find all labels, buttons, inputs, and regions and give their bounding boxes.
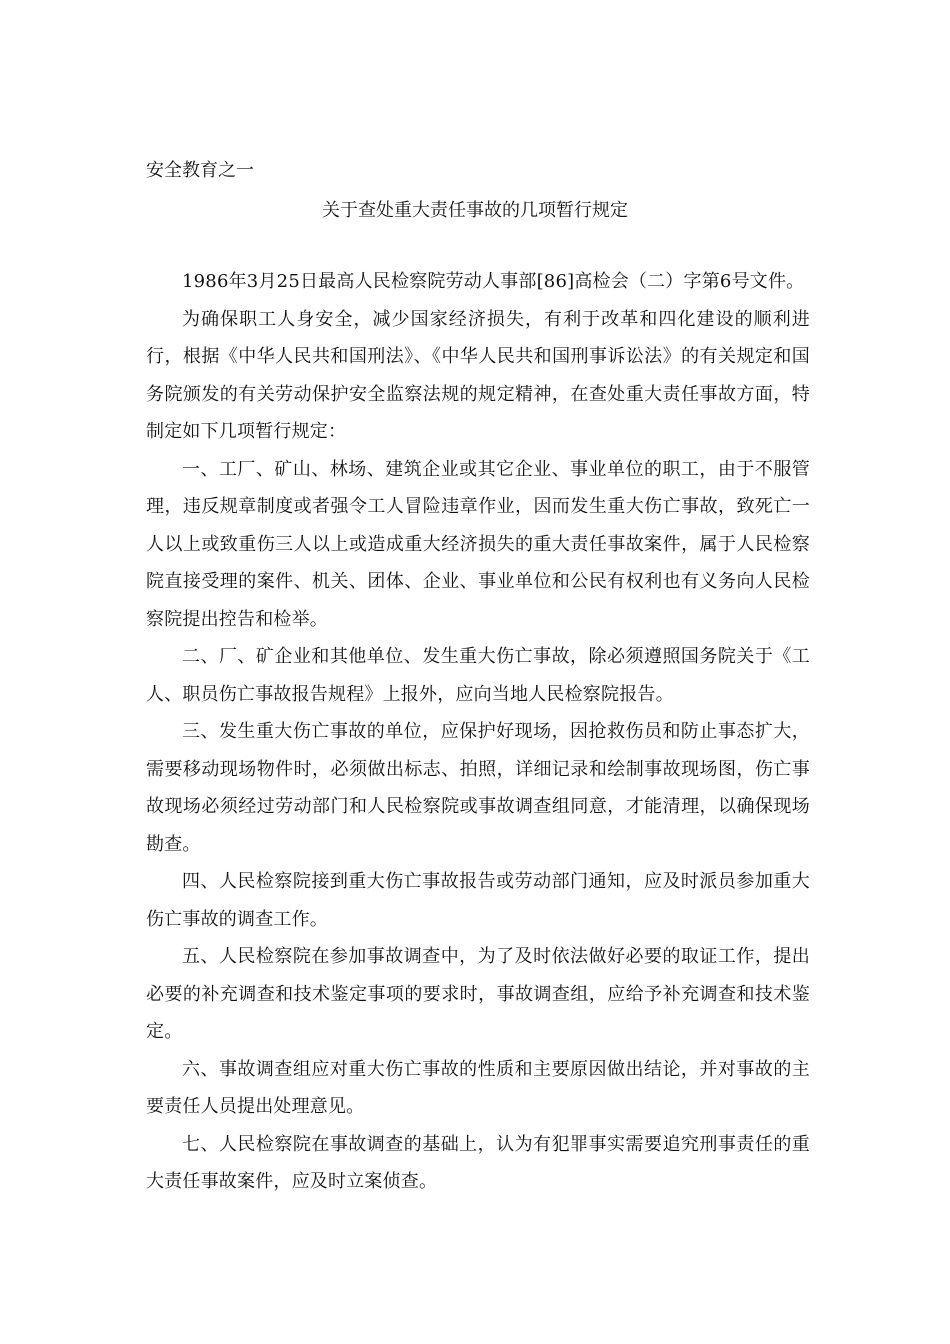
series-label: 安全教育之一 bbox=[146, 160, 254, 181]
provision-5-paragraph: 五、人民检察院在参加事故调查中，为了及时依法做好必要的取证工作，提出必要的补充调查和技术鉴定事项的要求时，事故调查组，应给予补充调查和技术鉴定。 bbox=[146, 946, 810, 1042]
provision-2-paragraph: 二、厂、矿企业和其他单位、发生重大伤亡事故，除必须遵照国务院关于《工人、职员伤亡事故报告规程》上报外，应向当地人民检察院报告。 bbox=[146, 646, 810, 705]
document-reference-paragraph: 1986年3月25日最高人民检察院劳动人事部[86]高检会（二）字第6号文件。 bbox=[182, 271, 805, 292]
provision-1-paragraph: 一、工厂、矿山、林场、建筑企业或其它企业、事业单位的职工，由于不服管理，违反规章制度或者强令工人冒险违章作业，因而发生重大伤亡事故，致死亡一人以上或致重伤三人以上或造成重大经济损失的重大责任事故案件，属于人民检察院直接受理的案件、机关、团体、企业、事业单位和公民有权利也有义务向人民检察院提出控告和检举。 bbox=[146, 458, 810, 630]
preamble-paragraph: 为确保职工人身安全，减少国家经济损失，有利于改革和四化建设的顺利进行，根据《中华人民共和国刑法》、《中华人民共和国刑事诉讼法》的有关规定和国务院颁发的有关劳动保护安全监察法规的规定精神，在查处重大责任事故方面，特制定如下几项暂行规定： bbox=[146, 308, 810, 442]
document-title: 关于查处重大责任事故的几项暂行规定 bbox=[322, 200, 628, 221]
provision-4-paragraph: 四、人民检察院接到重大伤亡事故报告或劳动部门通知，应及时派员参加重大伤亡事故的调查工作。 bbox=[146, 871, 810, 930]
document-body bbox=[146, 263, 810, 1201]
provision-6-paragraph: 六、事故调查组应对重大伤亡事故的性质和主要原因做出结论，并对事故的主要责任人员提出处理意见。 bbox=[146, 1058, 810, 1117]
provision-3-paragraph: 三、发生重大伤亡事故的单位，应保护好现场，因抢救伤员和防止事态扩大，需要移动现场物件时，必须做出标志、拍照，详细记录和绘制事故现场图，伤亡事故现场必须经过劳动部门和人民检察院或事故调查组同意，才能清理，以确保现场勘查。 bbox=[146, 721, 810, 855]
provision-7-paragraph: 七、人民检察院在事故调查的基础上，认为有犯罪事实需要追究刑事责任的重大责任事故案件，应及时立案侦查。 bbox=[146, 1133, 810, 1192]
